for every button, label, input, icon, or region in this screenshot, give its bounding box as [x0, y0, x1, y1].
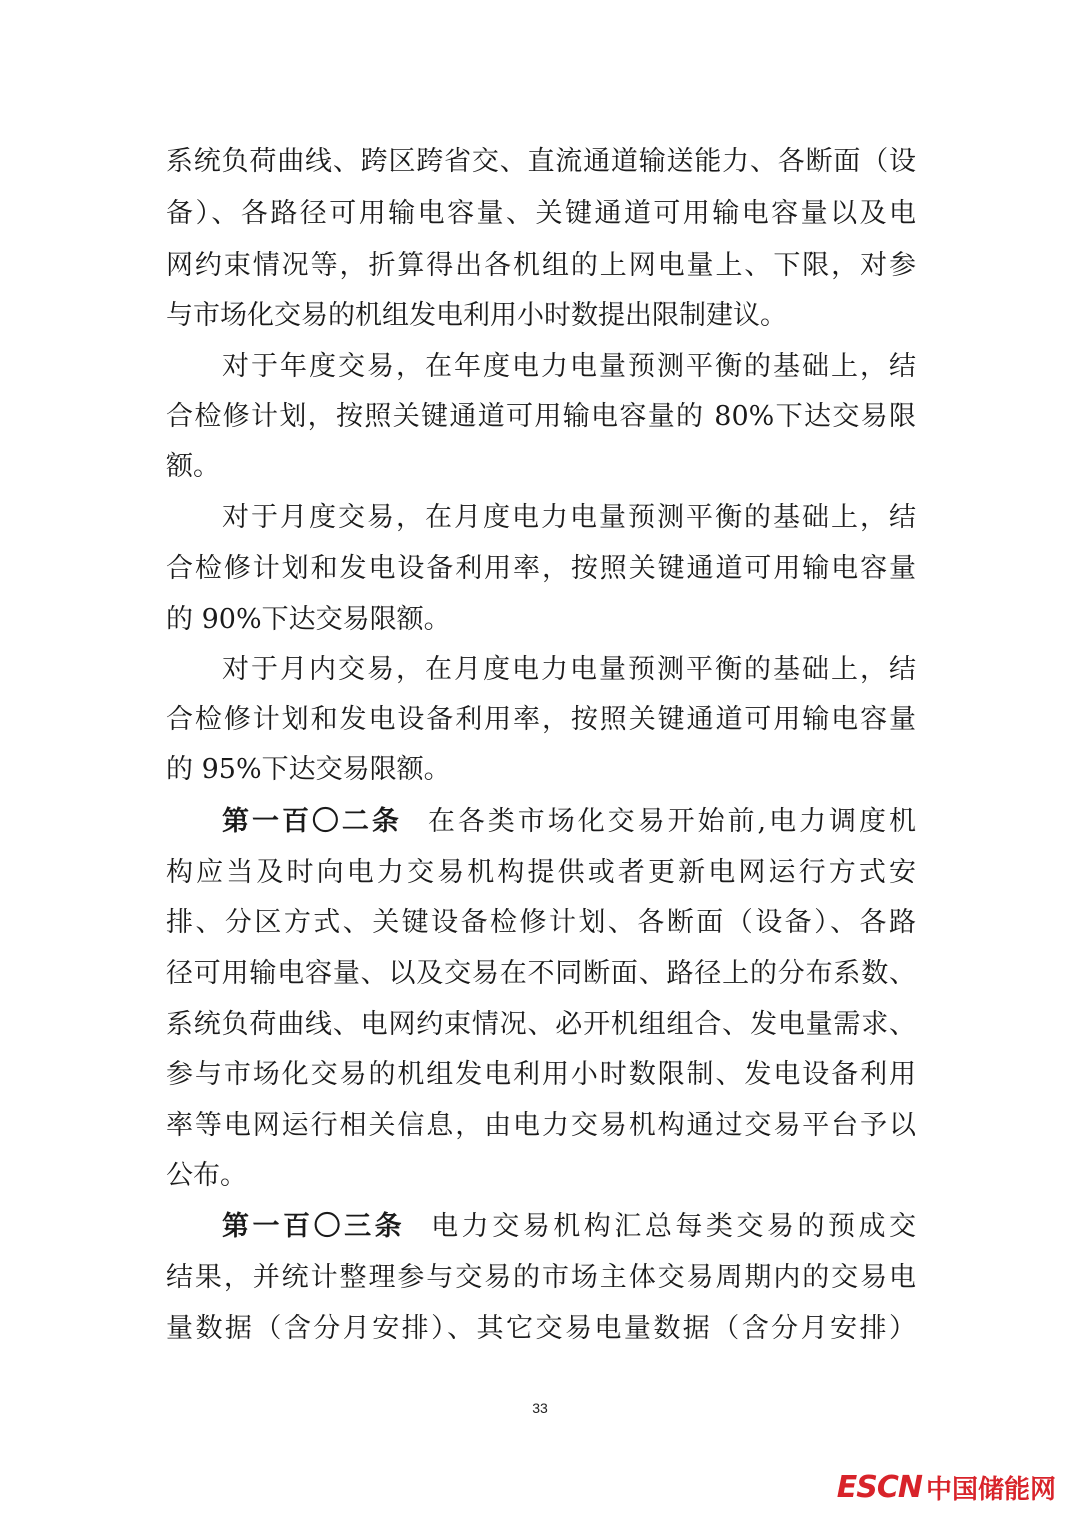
article-102-title: 第一百〇二条	[222, 806, 402, 837]
text-line: 排、分区方式、关键设备检修计划、各断面（设备）、各路	[166, 907, 916, 938]
article-102-first-line	[222, 796, 916, 848]
watermark-chinese: 中国储能网	[925, 1474, 1056, 1505]
text-line: 系统负荷曲线、电网约束情况、必开机组组合、发电量需求、	[166, 1009, 916, 1040]
page-number: 33	[532, 1400, 548, 1416]
text-line: 的 95%下达交易限额。	[166, 754, 451, 785]
text-line: 率等电网运行相关信息，由电力交易机构通过交易平台予以	[166, 1110, 916, 1141]
text-line: 网约束情况等，折算得出各机组的上网电量上、下限，对参	[166, 250, 916, 281]
text-line: 公布。	[166, 1160, 247, 1191]
text-line: 系统负荷曲线、跨区跨省交、直流通道输送能力、各断面（设	[166, 146, 916, 177]
text-line: 合检修计划和发电设备利用率，按照关键通道可用输电容量	[166, 553, 916, 584]
escn-watermark-logo	[837, 1467, 1056, 1507]
article-102-text: 在各类市场化交易开始前,电力调度机	[427, 806, 916, 837]
article-103-title: 第一百〇三条	[222, 1211, 406, 1242]
text-line: 与市场化交易的机组发电利用小时数提出限制建议。	[166, 300, 787, 331]
article-103-text: 电力交易机构汇总每类交易的预成交	[431, 1211, 917, 1242]
text-line: 构应当及时向电力交易机构提供或者更新电网运行方式安	[166, 857, 916, 888]
text-line: 额。	[166, 451, 220, 482]
watermark-latin: ESCN	[836, 1469, 922, 1505]
text-line: 的 90%下达交易限额。	[166, 604, 451, 635]
text-line: 合检修计划和发电设备利用率，按照关键通道可用输电容量	[166, 704, 916, 735]
text-line: 参与市场化交易的机组发电利用小时数限制、发电设备利用	[166, 1059, 916, 1090]
article-103-first-line	[222, 1201, 916, 1253]
text-line: 径可用输电容量、以及交易在不同断面、路径上的分布系数、	[166, 958, 916, 989]
paragraph-first-line: 对于年度交易，在年度电力电量预测平衡的基础上，结	[222, 351, 916, 382]
text-line: 备）、各路径可用输电容量、关键通道可用输电容量以及电	[166, 198, 916, 229]
text-line: 合检修计划，按照关键通道可用输电容量的 80%下达交易限	[166, 401, 916, 432]
paragraph-first-line: 对于月内交易，在月度电力电量预测平衡的基础上，结	[222, 654, 916, 685]
text-line: 结果，并统计整理参与交易的市场主体交易周期内的交易电	[166, 1262, 916, 1293]
text-line: 量数据（含分月安排）、其它交易电量数据（含分月安排）	[166, 1313, 916, 1344]
paragraph-first-line: 对于月度交易，在月度电力电量预测平衡的基础上，结	[222, 502, 916, 533]
